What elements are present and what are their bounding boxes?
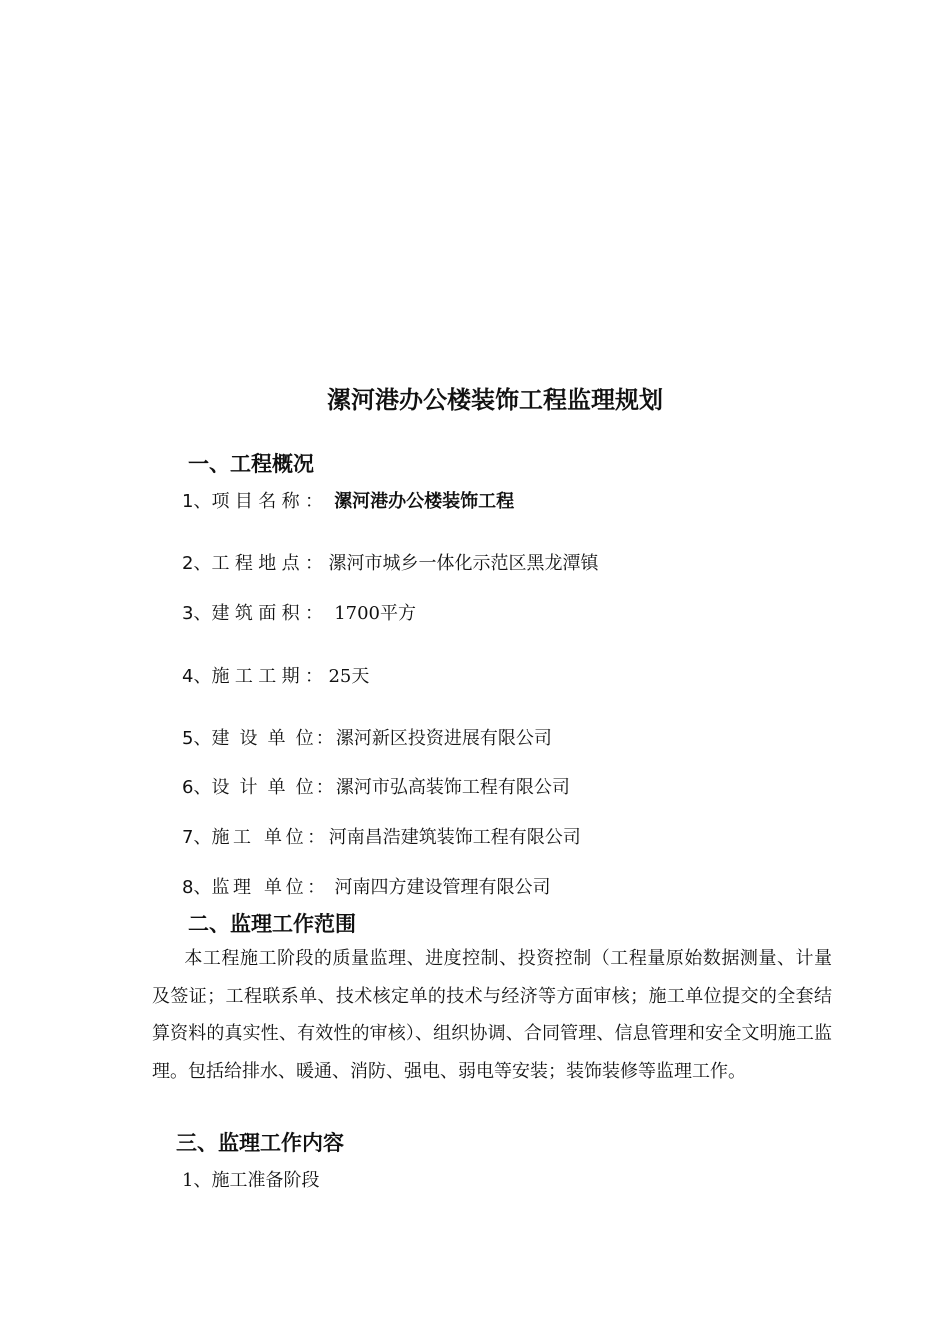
item-label: 监理 单位： [211,877,329,898]
item-contractor [182,823,581,849]
document-title: 漯河港办公楼装饰工程监理规划 [327,386,663,414]
item-label: 建 设 单 位： [211,728,336,749]
item-number: 2、 [182,553,212,574]
section-heading-content: 三、监理工作内容 [176,1131,344,1155]
subitem-preparation-stage: 1、施工准备阶段 [182,1170,320,1191]
item-value: 漯河市城乡一体化示范区黑龙潭镇 [328,553,599,574]
item-number: 6、 [182,777,212,798]
item-number: 4、 [182,666,212,687]
item-project-name [182,487,514,513]
item-number: 8、 [182,877,212,898]
item-supervisor [182,873,551,899]
item-label: 建筑面积： [211,603,329,624]
item-number: 3、 [182,603,212,624]
item-label: 工程地点： [211,553,329,574]
scope-paragraph: 本工程施工阶段的质量监理、进度控制、投资控制（工程量原始数据测量、计量及签证；工程联系单、技术核定单的技术与经济等方面审核；施工单位提交的全套结算资料的真实性、有效性的审核）、组织协调、合同管理、信息管理和安全文明施工监理。包括给排水、暖通、消防、强电、弱电等安装；装饰装修等监理工作。 [152,948,832,1082]
item-label: 设 计 单 位： [211,777,336,798]
section-heading-overview: 一、工程概况 [188,452,314,476]
item-value: 漯河新区投资进展有限公司 [335,728,552,749]
item-building-area [182,599,416,625]
item-project-location [182,549,598,575]
item-value: 河南昌浩建筑装饰工程有限公司 [328,827,581,848]
item-construction-period [182,662,369,688]
item-number: 7、 [182,827,212,848]
section-heading-scope: 二、监理工作范围 [188,912,356,936]
item-label: 项目名称： [211,491,329,512]
item-value: 漯河港办公楼装饰工程 [334,491,515,512]
item-developer [182,724,552,750]
item-number: 5、 [182,728,212,749]
item-label: 施工 单位： [211,827,329,848]
item-designer [182,773,570,799]
item-label: 施工工期： [211,666,329,687]
item-value: 25天 [328,666,370,687]
item-value: 1700平方 [334,603,416,624]
item-number: 1、 [182,491,212,512]
item-value: 漯河市弘高装饰工程有限公司 [335,777,570,798]
item-value: 河南四方建设管理有限公司 [334,877,551,898]
